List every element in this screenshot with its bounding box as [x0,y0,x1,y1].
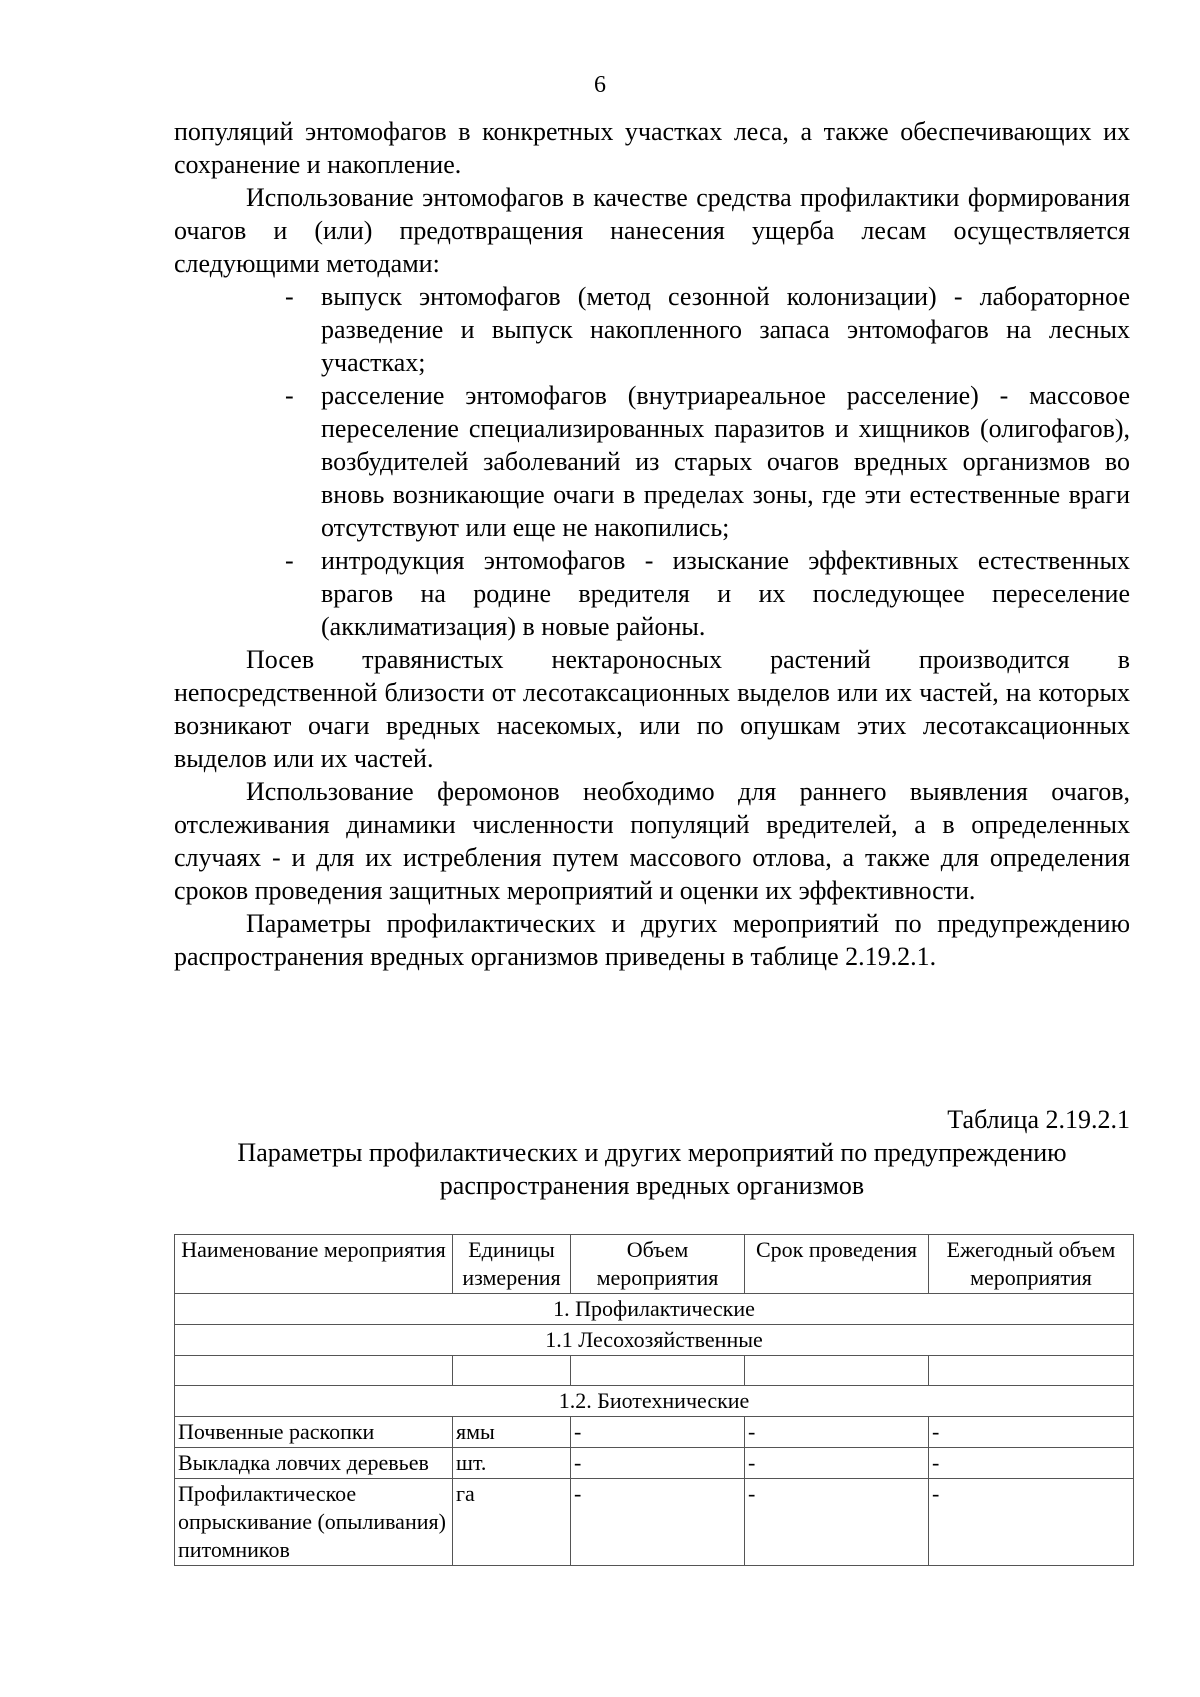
list-item [285,379,1130,544]
table-row [175,1479,1134,1566]
section-forestry: 1.1 Лесохозяйственные [175,1325,1134,1356]
list-item [285,280,1130,379]
measures-table [174,1234,1134,1566]
bullet-dash: - [285,282,294,311]
page-number: 6 [594,72,606,98]
table-cell: - [929,1417,1134,1448]
paragraph-3: Посев травянистых нектароносных растений производится в непосредственной близости от лесотаксационных выделов или их частей, на которых возникают очаги вредных насекомых, или по опушкам этих лесотаксационных выделов или их частей. [174,645,1130,773]
table-title-line-2: распространения вредных организмов [439,1171,865,1200]
table-cell: Профилактическое опрыскивание (опыливания) питомников [175,1479,453,1566]
table-cell: Почвенные раскопки [175,1417,453,1448]
bullet-dash: - [285,546,294,575]
paragraph-1: популяций энтомофагов в конкретных участках леса, а также обеспечивающих их сохранение и накопление. [174,117,1130,179]
table-cell: - [571,1417,745,1448]
section-row [175,1386,1134,1417]
body-text [174,115,1130,973]
header-annual-volume: Ежегодный объем мероприятия [929,1235,1134,1294]
table-cell [571,1356,745,1386]
bullet-dash: - [285,381,294,410]
paragraph-5: Параметры профилактических и других мероприятий по предупреждению распространения вредных организмов приведены в таблице 2.19.2.1. [174,909,1130,971]
table-header-row [175,1235,1134,1294]
section-preventive: 1. Профилактические [175,1294,1134,1325]
methods-list [174,280,1130,643]
table-cell: - [745,1448,929,1479]
table-cell: - [745,1479,929,1566]
table-cell: - [929,1479,1134,1566]
header-name: Наименование мероприятия [175,1235,453,1294]
table-cell [453,1356,571,1386]
table-row [175,1417,1134,1448]
table-cell: - [745,1417,929,1448]
list-item-text: интродукция энтомофагов - изыскание эффективных естественных врагов на родине вредителя и их последующее переселение (акклиматизация) в новые районы. [321,546,1130,641]
table-cell: Выкладка ловчих деревьев [175,1448,453,1479]
list-item-text: выпуск энтомофагов (метод сезонной колонизации) - лабораторное разведение и выпуск накопленного запаса энтомофагов на лесных участках; [321,282,1130,377]
list-item [285,544,1130,643]
table-cell: - [571,1448,745,1479]
table-cell [175,1356,453,1386]
table-cell: ямы [453,1417,571,1448]
table-row [175,1448,1134,1479]
table-cell: - [571,1479,745,1566]
header-period: Срок проведения [745,1235,929,1294]
table-title-line-1: Параметры профилактических и других мероприятий по предупреждению [237,1138,1067,1167]
paragraph-2: Использование энтомофагов в качестве средства профилактики формирования очагов и (или) предотвращения нанесения ущерба лесам осуществляется следующими методами: [174,183,1130,278]
header-units: Единицы измерения [453,1235,571,1294]
table-label: Таблица 2.19.2.1 [947,1105,1130,1134]
section-row [175,1325,1134,1356]
table-cell [929,1356,1134,1386]
table-caption [174,1103,1130,1202]
table-cell: шт. [453,1448,571,1479]
table-cell: - [929,1448,1134,1479]
list-item-text: расселение энтомофагов (внутриареальное расселение) - массовое переселение специализированных паразитов и хищников (олигофагов), возбудителей заболеваний из старых очагов вредных организмов во вновь возникающие очаги в пределах зоны, где эти естественные враги отсутствуют или еще не накопились; [321,381,1130,542]
table-row-empty [175,1356,1134,1386]
table-cell: га [453,1479,571,1566]
paragraph-4: Использование феромонов необходимо для раннего выявления очагов, отслеживания динамики численности популяций вредителей, а в определенных случаях - и для их истребления путем массового отлова, а также для определения сроков проведения защитных мероприятий и оценки их эффективности. [174,777,1130,905]
table-cell [745,1356,929,1386]
header-volume: Объем мероприятия [571,1235,745,1294]
section-biotechnical: 1.2. Биотехнические [175,1386,1134,1417]
section-row [175,1294,1134,1325]
